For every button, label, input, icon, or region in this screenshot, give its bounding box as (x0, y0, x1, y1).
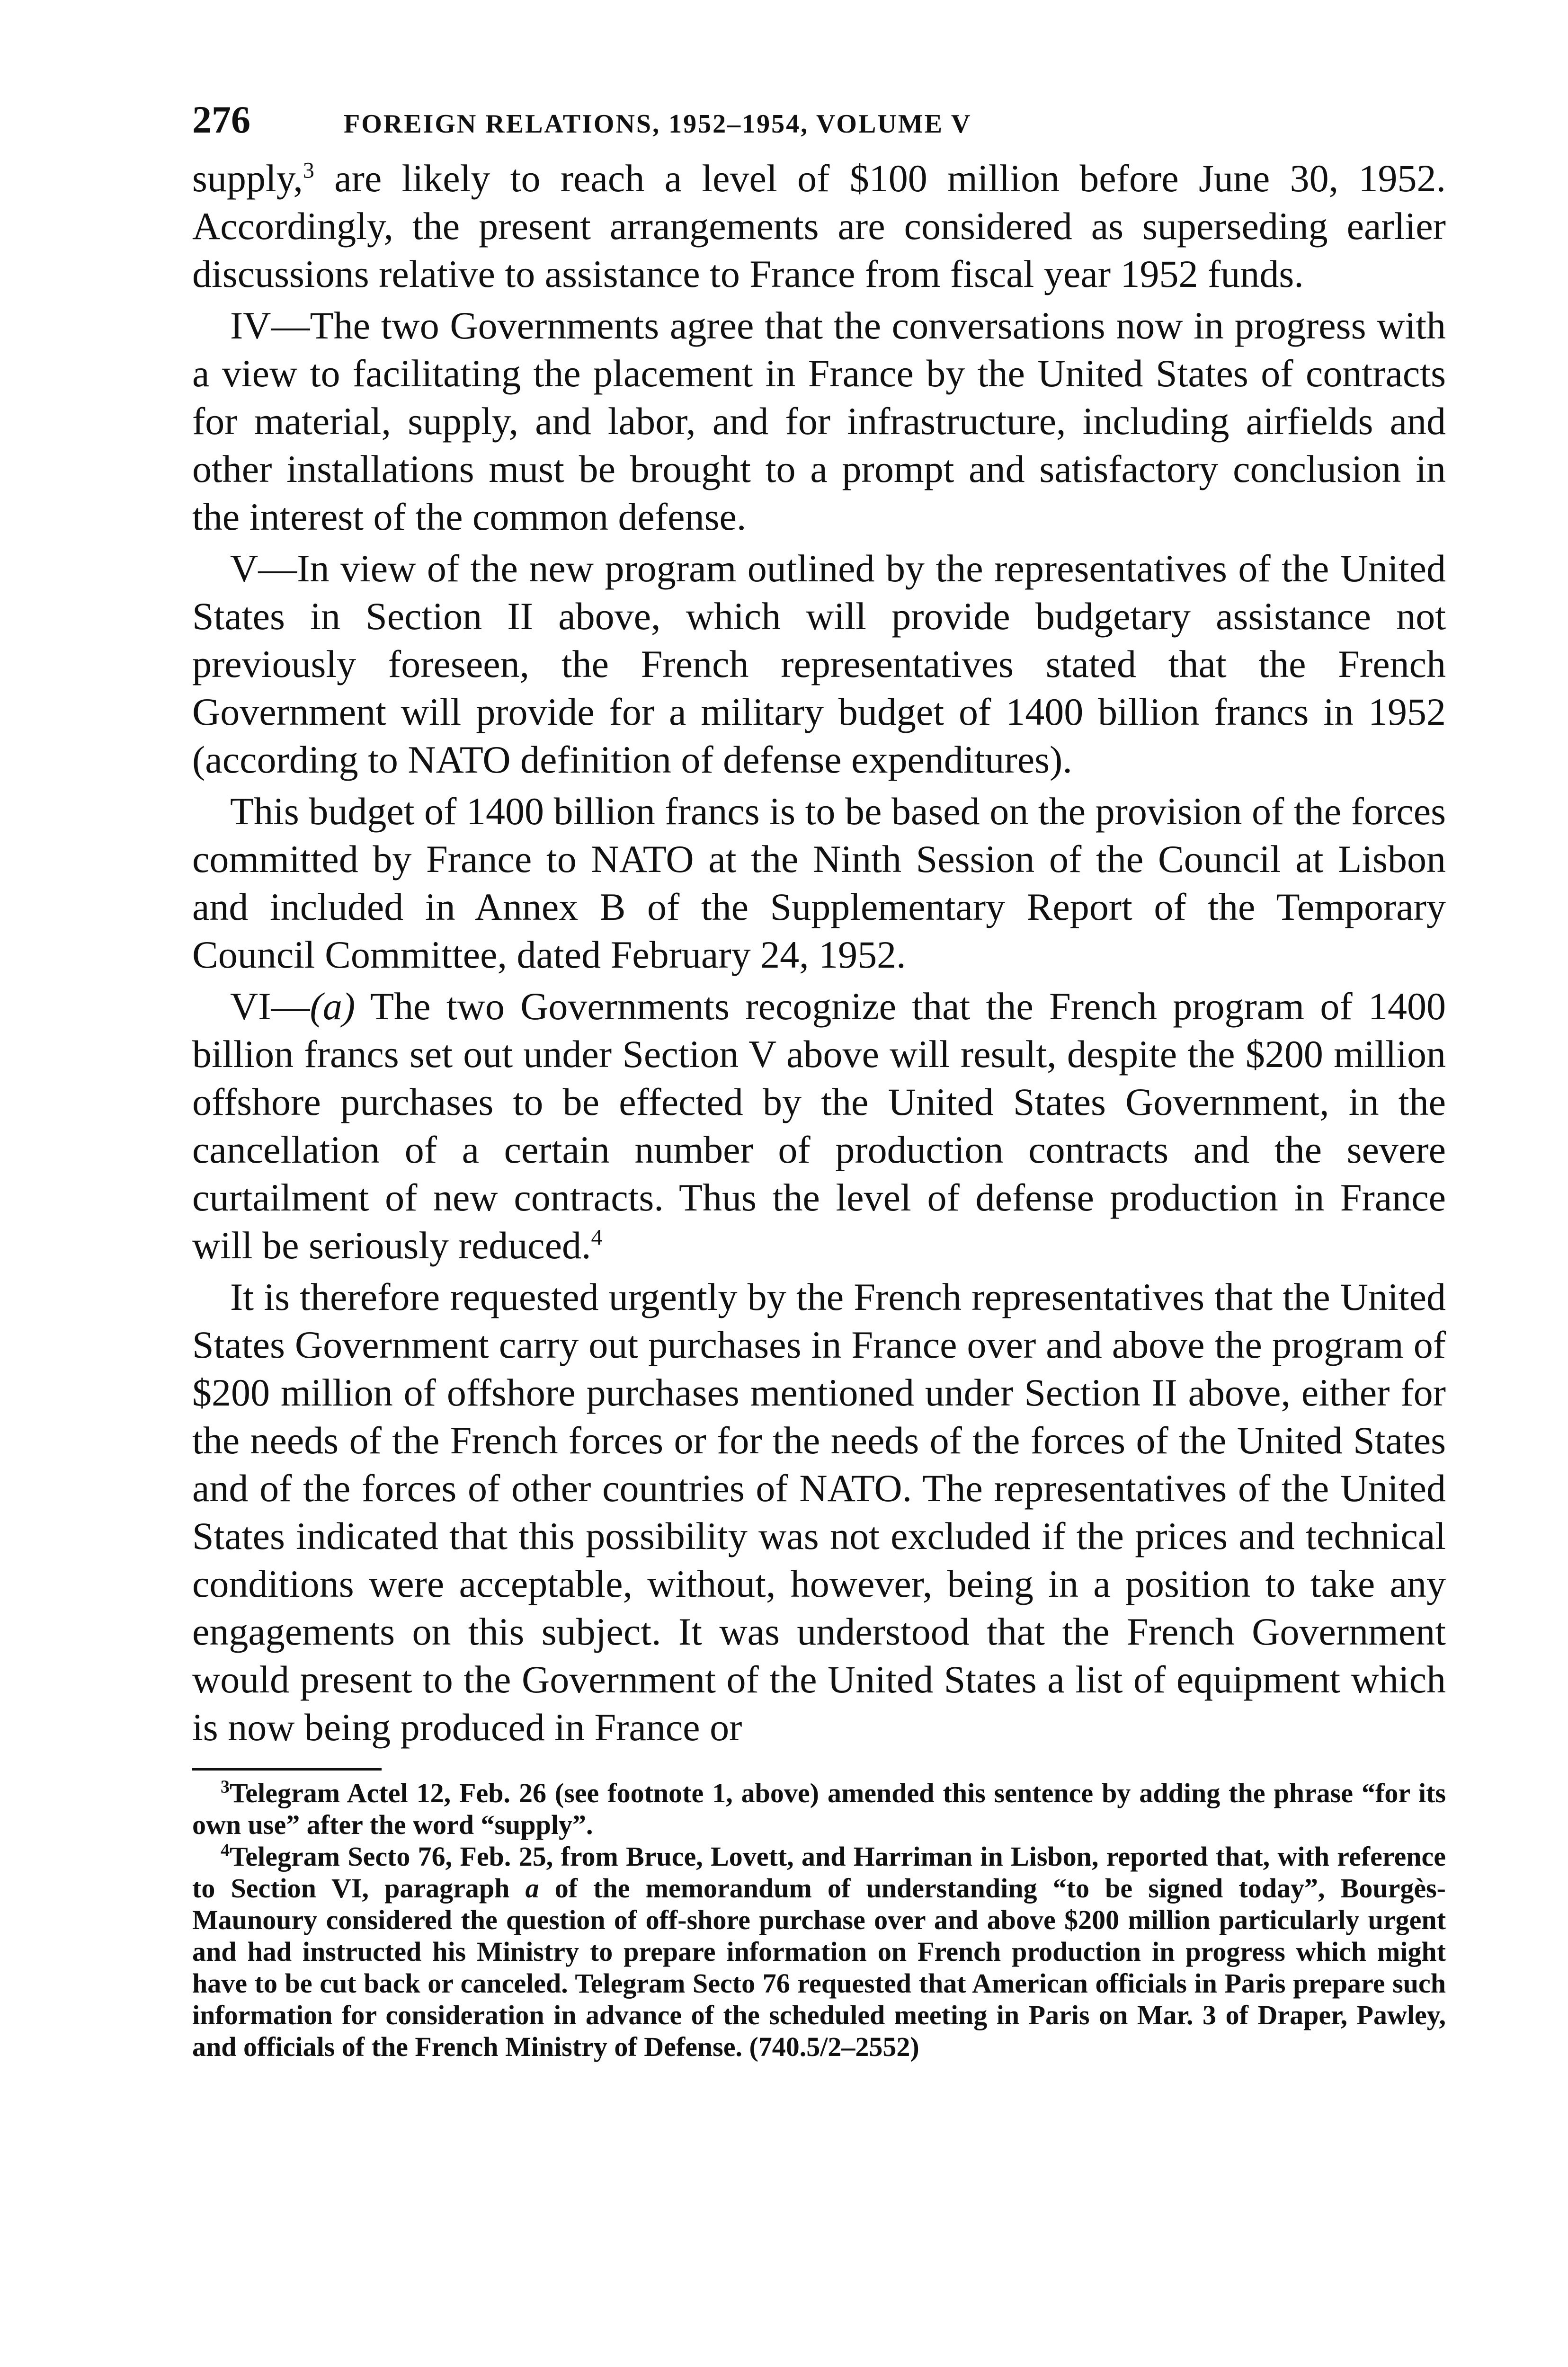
footnote-ref-4: 4 (591, 1225, 603, 1250)
footnote-4: $^4$Telegram Secto 76, Feb. 25, from Bruce, Lovett, and Harriman in Lisbon, reported that, with reference to Section VI, paragraph a of the memorandum of understanding “to be signed today”, Bourgès-Maunoury considered the question of off-shore purchase over and above $200 million particularly urgent and had instructed his Ministry to prepare information on French production in progress which might have to be cut back or canceled. Telegram Secto 76 requested that American officials in Paris prepare such information for consideration in advance of the scheduled meeting in Paris on Mar. 3 of Draper, Pawley, and officials of the French Ministry of Defense. (740.5/2–2552) (192, 1840, 1446, 2062)
paragraph-request: It is therefore requested urgently by the French representatives that the United States Government carry out purchases in France over and above the program of $200 million of offshore purchases mentioned under Section II above, either for the needs of the French forces or for the needs of the forces of the United States and of the forces of other countries of NATO. The representatives of the United States indicated that this possibility was not excluded if the prices and technical conditions were acceptable, without, however, being in a position to take any engagements on this subject. It was understood that the French Government would present to the Government of the United States a list of equipment which is now being produced in France or (192, 1275, 1446, 1749)
paragraph-section-v: V—In view of the new program outlined by the representatives of the United States in Section II above, which will provide budgetary assistance not previously foreseen, the French representatives stated that the French Government will provide for a military budget of 1400 billion francs in 1952 (according to NATO definition of defense expenditures). (192, 547, 1446, 781)
page-number: 276 (192, 98, 250, 141)
paragraph-section-vi: VI—(a) The two Governments recognize that the French program of 1400 billion francs set out under Section V above will result, despite the $200 million offshore purchases to be effected by the United States Government, in the cancellation of a certain number of production contracts and the severe curtailment of new contracts. Thus the level of defense production in France will be seriously reduced.$^4$ (192, 985, 1446, 1267)
footnote-3: $^3$Telegram Actel 12, Feb. 26 (see footnote 1, above) amended this sentence by adding the phrase “for its own use” after the word “supply”. (192, 1777, 1446, 1840)
document-page (192, 98, 1446, 2063)
footnote-ref-3: 3 (303, 158, 314, 183)
footnotes (192, 1777, 1446, 2063)
page-header (192, 98, 1446, 154)
footnote-rule (192, 1768, 382, 1771)
body-text (192, 154, 1446, 1751)
paragraph-budget: This budget of 1400 billion francs is to be based on the provision of the forces committed by France to NATO at the Ninth Session of the Council at Lisbon and included in Annex B of the Supplementary Report of the Temporary Council Committee, dated February 24, 1952. (192, 790, 1446, 976)
running-head: FOREIGN RELATIONS, 1952–1954, VOLUME V (344, 109, 972, 139)
paragraph-section-iv: IV—The two Governments agree that the conversations now in progress with a view to facilitating the placement in France by the United States of contracts for material, supply, and labor, and for infrastructure, including airfields and other installations must be brought to a prompt and satisfactory conclusion in the interest of the common defense. (192, 304, 1446, 538)
paragraph-continuation: supply,$^3$ are likely to reach a level of $100 million before June 30, 1952. Accordingly, the present arrangements are considered as superseding earlier discussions relative to assistance to France from fiscal year 1952 funds. (192, 157, 1446, 295)
